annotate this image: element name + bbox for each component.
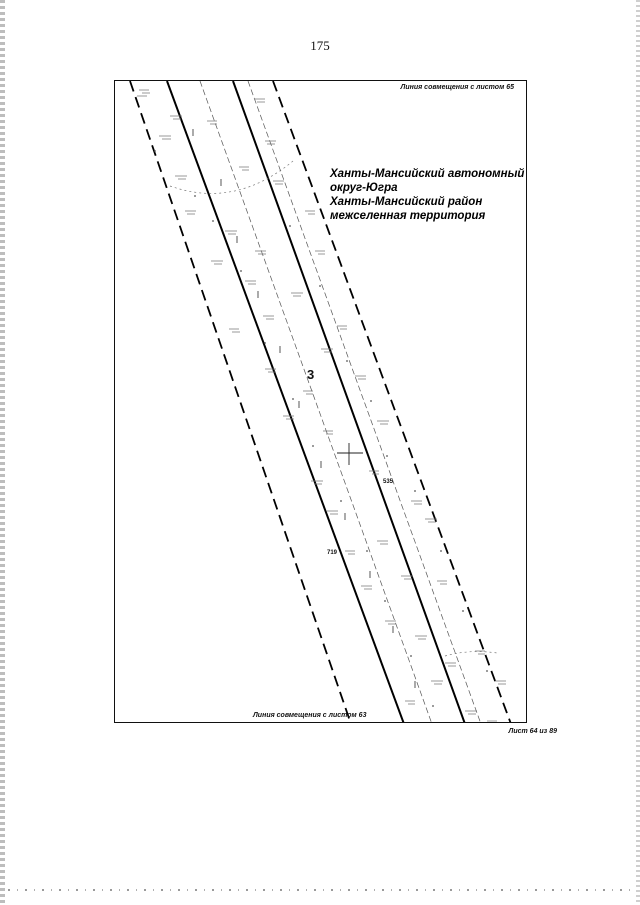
bottom-joining-line-label: Линия совмещения с листом 63: [253, 712, 367, 719]
scan-noise-strip: [8, 889, 632, 891]
region-line-2: округ-Югра: [330, 182, 398, 194]
zone-number: 3: [307, 367, 315, 382]
dotted-curve-bottom: [445, 652, 497, 656]
map-dots: [154, 150, 488, 707]
marker-719: 719: [327, 550, 338, 556]
region-line-4: межселенная территория: [330, 210, 486, 222]
page-number: 175: [310, 38, 330, 53]
region-line-1: Ханты-Мансийский автономный: [330, 168, 525, 180]
boundary-left-dashed: [130, 81, 351, 723]
region-title-block: [330, 167, 527, 223]
sheet-info: Лист 64 из 89: [508, 728, 557, 735]
region-line-3: Ханты-Мансийский район: [330, 196, 483, 208]
top-joining-line-label: Линия совмещения с листом 65: [400, 84, 514, 91]
marker-535: 535: [383, 479, 394, 485]
dotted-arc: [170, 161, 293, 193]
map-frame: [114, 80, 527, 723]
scan-edge-left: [0, 0, 5, 905]
scan-edge-right: [636, 0, 640, 905]
